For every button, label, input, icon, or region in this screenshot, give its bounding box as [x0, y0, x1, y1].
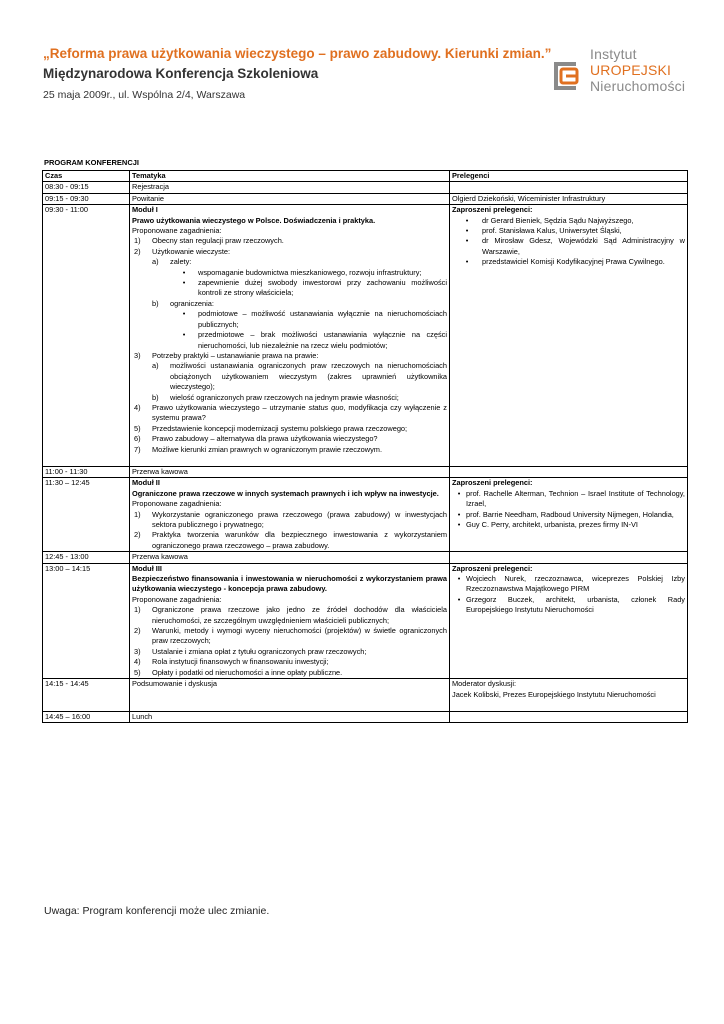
issues-intro: Proponowane zagadnienia: [132, 226, 222, 236]
speakers-label: Zaproszeni prelegenci: [452, 563, 533, 573]
header-topic: Tematyka [130, 171, 450, 182]
list-item: 1) Ograniczone prawa rzeczowe jako jedno ze źródeł dochodów dla właściciela nieruchomości, ze szczególnym uwzględnieniem właścicieli publicznych; [134, 605, 447, 625]
list-item: • prof. Stanisława Kalus, Uniwersytet Śląski, [465, 226, 622, 236]
module-heading: Bezpieczeństwo finansowania i inwestowania w nieruchomości z wykorzystaniem prawa użytkowania wieczystego - koncepcja prawa zabudowy. [132, 574, 447, 594]
logo-line-2: UROPEJSKI [590, 62, 672, 78]
issues-intro: Proponowane zagadnienia: [132, 594, 222, 604]
row-time: 11:00 - 11:30 [43, 466, 130, 477]
logo-wordmark [582, 46, 685, 94]
row-time: 12:45 - 13:00 [43, 552, 130, 563]
table-row [43, 193, 688, 204]
list-item: • prof. Barrie Needham, Radboud University Nijmegen, Holandia, [457, 509, 674, 519]
speakers-label: Zaproszeni prelegenci: [452, 478, 533, 488]
row-speakers [450, 711, 688, 722]
module-heading: Ograniczone prawa rzeczowe w innych systemach prawnych i ich wpływ na inwestycje. [132, 488, 439, 498]
list-item: 2) Użytkowanie wieczyste: [134, 246, 231, 256]
row-speakers [450, 182, 688, 193]
logo-line-3: Nieruchomości [590, 78, 686, 94]
list-item: • dr Gerard Bieniek, Sędzia Sądu Najwyższego, [465, 215, 634, 225]
module-3-topic [130, 563, 450, 678]
row-time: 14:15 - 14:45 [43, 679, 130, 712]
row-time: 08:30 - 09:15 [43, 182, 130, 193]
table-row [43, 679, 688, 712]
list-item: • zapewnienie dużej swobody inwestorowi przy zachowaniu możliwości kontroli ze strony właściciela; [182, 278, 447, 298]
table-row [43, 552, 688, 563]
list-item: • podmiotowe – możliwość ustanawiania wyłącznie na nieruchomościach publicznych; [182, 309, 447, 329]
row-speakers [450, 679, 688, 712]
module-2-topic [130, 478, 450, 552]
table-row [43, 182, 688, 193]
list-item: 1) Wykorzystanie ograniczonego prawa rzeczowego (prawa zabudowy) w inwestycjach sektora publicznego i prywatnego; [134, 509, 447, 529]
list-item: • dr Mirosław Gdesz, Wojewódzki Sąd Administracyjny w Warszawie, [465, 236, 685, 256]
row-time: 13:00 – 14:15 [43, 563, 130, 678]
conference-date-location: 25 maja 2009r., ul. Wspólna 2/4, Warszawa [43, 89, 246, 101]
logo-line-1: Instytut [590, 46, 637, 62]
list-item: 4) Rola instytucji finansowych w finansowaniu inwestycji; [134, 657, 329, 667]
list-item: 1) Obecny stan regulacji praw rzeczowych. [134, 236, 284, 246]
moderator-label: Moderator dyskusji: [452, 679, 517, 689]
list-item: 3) Potrzeby praktyki – ustanawianie prawa na prawie: [134, 350, 319, 360]
issues-intro: Proponowane zagadnienia: [132, 499, 222, 509]
list-item: b) ograniczenia: [152, 298, 214, 308]
row-time: 11:30 – 12:45 [43, 478, 130, 552]
table-row [43, 466, 688, 477]
row-time: 09:30 - 11:00 [43, 205, 130, 467]
row-speakers [450, 552, 688, 563]
list-item: 5) Przedstawienie koncepcji modernizacji systemu polskiego prawa rzeczowego; [134, 423, 408, 433]
list-item: a) możliwości ustanawiania ograniczonych praw rzeczowych na nieruchomościach obciążonych użytkowaniem wieczystym (zakres uprawnień użytkownika wieczystego); [152, 361, 447, 392]
footer-note: Uwaga: Program konferencji może ulec zmianie. [44, 905, 270, 917]
list-item: • wspomaganie budownictwa mieszkaniowego, rozwoju infrastruktury; [182, 267, 422, 277]
module-2-speakers [450, 478, 688, 552]
module-3-speakers [450, 563, 688, 678]
row-topic: Przerwa kawowa [130, 466, 450, 477]
row-topic: Podsumowanie i dyskusja [130, 679, 450, 712]
header-time: Czas [43, 171, 130, 182]
conference-subtitle: Międzynarodowa Konferencja Szkoleniowa [43, 66, 319, 81]
row-topic: Powitanie [130, 193, 450, 204]
row-time: 14:45 – 16:00 [43, 711, 130, 722]
table-row [43, 711, 688, 722]
module-1-topic [130, 205, 450, 467]
list-item: • Guy C. Perry, architekt, urbanista, prezes firmy IN-VI [457, 520, 638, 529]
list-item: • Grzegorz Buczek, architekt, urbanista, członek Rady Europejskiego Instytutu Nieruchomości [457, 594, 685, 615]
list-item: a) zalety: [152, 257, 192, 267]
speakers-label: Zaproszeni prelegenci: [452, 205, 533, 215]
module-heading: Prawo użytkowania wieczystego w Polsce. Doświadczenia i praktyka. [132, 215, 376, 225]
conference-title: „Reforma prawa użytkowania wieczystego – prawo zabudowy. Kierunki zmian.” [43, 46, 552, 61]
list-item: • przedmiotowe – brak możliwości ustanawiania wyłącznie na części nieruchomości, lub niezależnie na rzecz wielu podmiotów; [182, 330, 447, 350]
institute-logo [552, 44, 684, 102]
row-topic: Przerwa kawowa [130, 552, 450, 563]
list-item: • Wojciech Nurek, rzeczoznawca, wiceprezes Polskiej Izby Rzeczoznawstwa Majątkowego PIRM [457, 574, 685, 594]
program-table [42, 170, 688, 723]
list-item: b) wielość ograniczonych praw rzeczowych na jednym prawie własności; [152, 392, 399, 402]
module-title: Moduł I [132, 205, 158, 215]
row-topic: Lunch [130, 711, 450, 722]
row-speakers: Olgierd Dziekoński, Wiceminister Infrastruktury [450, 193, 688, 204]
list-item: 2) Praktyka tworzenia warunków dla bezpiecznego inwestowania z wykorzystaniem ograniczonego prawa rzeczowego – prawa zabudowy. [134, 530, 447, 550]
list-item: 6) Prawo zabudowy – alternatywa dla prawa użytkowania wieczystego? [134, 434, 378, 444]
list-item: • przedstawiciel Komisji Kodyfikacyjnej Prawa Cywilnego. [465, 257, 665, 267]
list-item: • prof. Rachelle Alterman, Technion – Israel Institute of Technology, Izrael, [457, 488, 685, 509]
list-item: 4) Prawo użytkowania wieczystego – utrzymanie status quo, modyfikacja czy wyłączenie z systemu prawa? [134, 402, 447, 423]
row-time: 09:15 - 09:30 [43, 193, 130, 204]
moderator-name: Jacek Kolibski, Prezes Europejskiego Instytutu Nieruchomości [452, 689, 656, 699]
table-header-row [43, 171, 688, 182]
list-item: 2) Warunki, metody i wymogi wyceny nieruchomości (projektów) w świetle ograniczonych praw rzeczowych; [134, 626, 447, 646]
module-title: Moduł II [132, 478, 160, 488]
table-row-module-1 [43, 205, 688, 467]
header-speakers: Prelegenci [450, 171, 688, 182]
program-label: PROGRAM KONFERENCJI [44, 158, 140, 167]
row-topic: Rejestracja [130, 182, 450, 193]
list-item: 5) Opłaty i podatki od nieruchomości a inne opłaty publiczne. [134, 667, 343, 677]
table-row-module-2 [43, 478, 688, 552]
row-speakers [450, 466, 688, 477]
list-item: 7) Możliwe kierunki zmian prawnych w ograniczonym prawie rzeczowym. [134, 444, 383, 454]
module-title: Moduł III [132, 563, 162, 573]
list-item: 3) Ustalanie i zmiana opłat z tytułu ograniczonych praw rzeczowych; [134, 646, 367, 656]
module-1-speakers [450, 205, 688, 467]
table-row-module-3 [43, 563, 688, 678]
